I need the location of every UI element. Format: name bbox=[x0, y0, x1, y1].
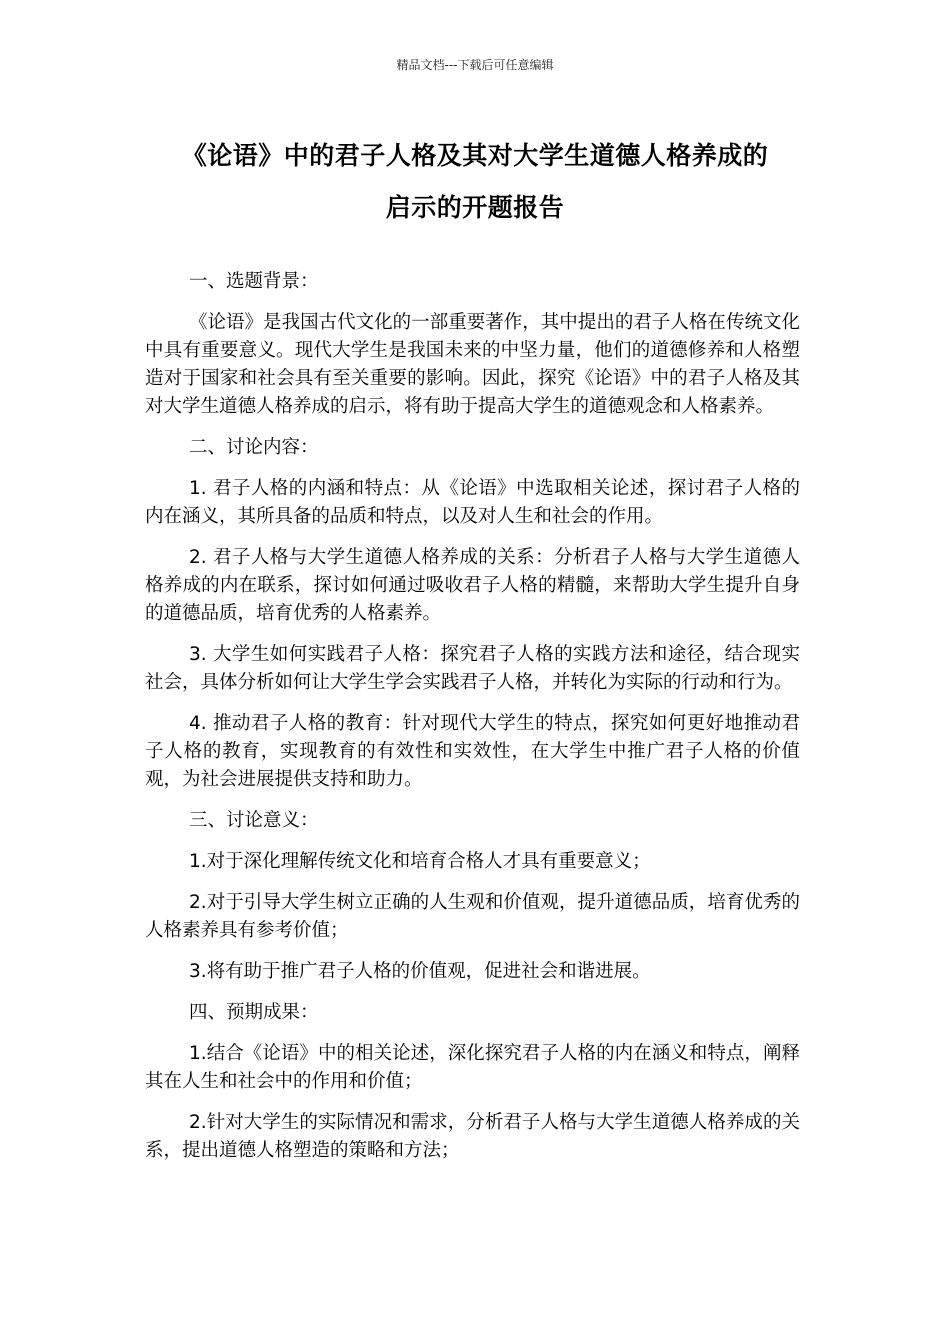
outcome-item-2: 2.针对大学生的实际情况和需求，分析君子人格与大学生道德人格养成的关系，提出道德人格塑造的策略和方法； bbox=[145, 1112, 800, 1161]
title-line-1: 《论语》中的君子人格及其对大学生道德人格养成的 bbox=[181, 141, 769, 170]
document-body bbox=[145, 268, 800, 1178]
outcome-item-1: 1.结合《论语》中的相关论述，深化探究君子人格的内在涵义和特点，阐释其在人生和社会中的作用和价值； bbox=[145, 1043, 800, 1092]
content-item-3: 3. 大学生如何实践君子人格：探究君子人格的实践方法和途径，结合现实社会，具体分析如何让大学生学会实践君子人格，并转化为实际的行动和行为。 bbox=[145, 644, 800, 693]
content-item-4: 4. 推动君子人格的教育：针对现代大学生的特点，探究如何更好地推动君子人格的教育，实现教育的有效性和实效性，在大学生中推广君子人格的价值观，为社会进展提供支持和助力。 bbox=[145, 713, 800, 790]
document-title bbox=[120, 130, 830, 234]
section-heading-content: 二、讨论内容： bbox=[189, 437, 319, 458]
page-header: 精品文档---下载后可任意编辑 bbox=[396, 58, 554, 72]
significance-item-2: 2.对于引导大学生树立正确的人生观和价值观，提升道德品质，培育优秀的人格素养具有参考价值； bbox=[145, 892, 800, 941]
title-line-2: 启示的开题报告 bbox=[385, 193, 565, 222]
section-heading-outcomes: 四、预期成果： bbox=[189, 1002, 319, 1023]
content-item-1: 1. 君子人格的内涵和特点：从《论语》中选取相关论述，探讨君子人格的内在涵义，其所具备的品质和特点，以及对人生和社会的作用。 bbox=[145, 478, 800, 527]
background-paragraph: 《论语》是我国古代文化的一部重要著作，其中提出的君子人格在传统文化中具有重要意义。现代大学生是我国未来的中坚力量，他们的道德修养和人格塑造对于国家和社会具有至关重要的影响。因此，探究《论语》中的君子人格及其对大学生道德人格养成的启示，将有助于提高大学生的道德观念和人格素养。 bbox=[145, 312, 800, 417]
significance-item-3: 3.将有助于推广君子人格的价值观，促进社会和谐进展。 bbox=[189, 961, 651, 982]
content-item-2: 2. 君子人格与大学生道德人格养成的关系：分析君子人格与大学生道德人格养成的内在联系，探讨如何通过吸收君子人格的精髓，来帮助大学生提升自身的道德品质，培育优秀的人格素养。 bbox=[145, 547, 800, 624]
significance-item-1: 1.对于深化理解传统文化和培育合格人才具有重要意义； bbox=[189, 851, 651, 872]
section-heading-background: 一、选题背景： bbox=[189, 271, 319, 292]
section-heading-significance: 三、讨论意义： bbox=[189, 810, 319, 831]
